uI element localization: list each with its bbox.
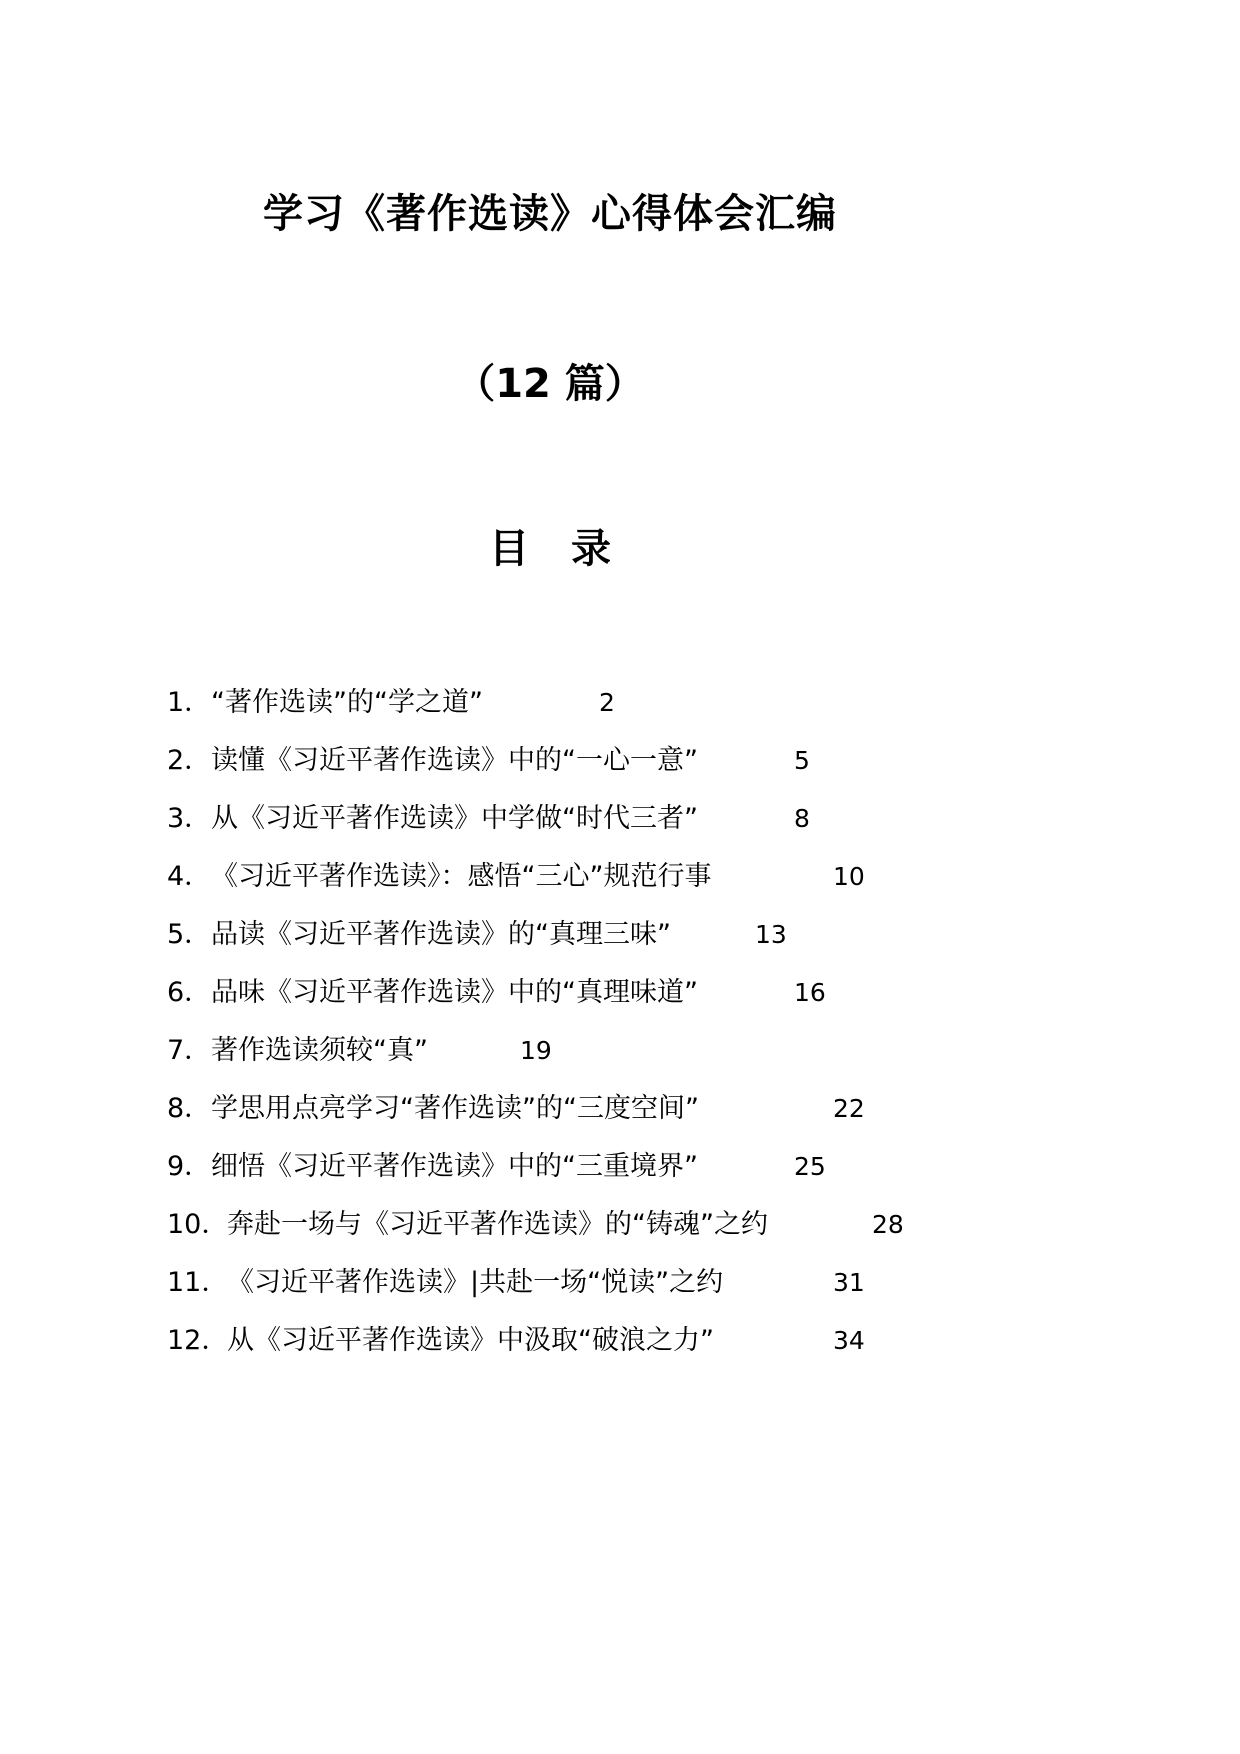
toc-item-page: 25 — [794, 1152, 826, 1181]
toc-item-title: 学思用点亮学习“著作选读”的“三度空间” — [211, 1093, 699, 1124]
document-title: 学习《著作选读》心得体会汇编 — [263, 191, 837, 237]
toc-item-title: 读懂《习近平著作选读》中的“一心一意” — [211, 745, 698, 776]
toc-item-title: 从《习近平著作选读》中学做“时代三者” — [211, 803, 698, 834]
toc-item-number: 6． — [167, 977, 212, 1008]
toc-item-number: 12． — [167, 1325, 229, 1356]
toc-item-number: 11． — [167, 1267, 229, 1298]
toc-item-page: 19 — [520, 1036, 552, 1065]
toc-item-number: 3． — [167, 803, 212, 834]
toc-item-title: 《习近平著作选读》：感悟“三心”规范行事 — [211, 861, 712, 892]
toc-item-title: 奔赴一场与《习近平著作选读》的“铸魂”之约 — [227, 1209, 768, 1240]
toc-item-page: 31 — [833, 1268, 865, 1297]
toc-item-number: 10． — [167, 1209, 229, 1240]
toc-item-page: 2 — [599, 688, 615, 717]
toc-item-page: 8 — [794, 804, 810, 833]
toc-item-page: 16 — [794, 978, 826, 1007]
toc-heading: 目 录 — [489, 526, 625, 572]
toc-item-number: 2． — [167, 745, 212, 776]
toc-item-number: 8． — [167, 1093, 212, 1124]
toc-item-title: 著作选读须较“真” — [211, 1035, 428, 1066]
toc-item-page: 13 — [755, 920, 787, 949]
toc-item-number: 5． — [167, 919, 212, 950]
toc-item-page: 5 — [794, 746, 810, 775]
toc-item-number: 7． — [167, 1035, 212, 1066]
toc-item-title: 品读《习近平著作选读》的“真理三味” — [211, 919, 671, 950]
toc-item-title: 细悟《习近平著作选读》中的“三重境界” — [211, 1151, 698, 1182]
toc-item-title: 《习近平著作选读》|共赴一场“悦读”之约 — [227, 1267, 724, 1298]
document-subtitle: （12 篇） — [455, 361, 645, 407]
toc-item-number: 4． — [167, 861, 212, 892]
toc-item-page: 28 — [872, 1210, 904, 1239]
toc-item-title: 品味《习近平著作选读》中的“真理味道” — [211, 977, 698, 1008]
toc-item-page: 22 — [833, 1094, 865, 1123]
toc-item-number: 9． — [167, 1151, 212, 1182]
toc-item-page: 10 — [833, 862, 865, 891]
toc-item-title: “著作选读”的“学之道” — [211, 687, 483, 718]
toc-item-title: 从《习近平著作选读》中汲取“破浪之力” — [227, 1325, 714, 1356]
toc-item-page: 34 — [833, 1326, 865, 1355]
toc-item-number: 1． — [167, 687, 212, 718]
